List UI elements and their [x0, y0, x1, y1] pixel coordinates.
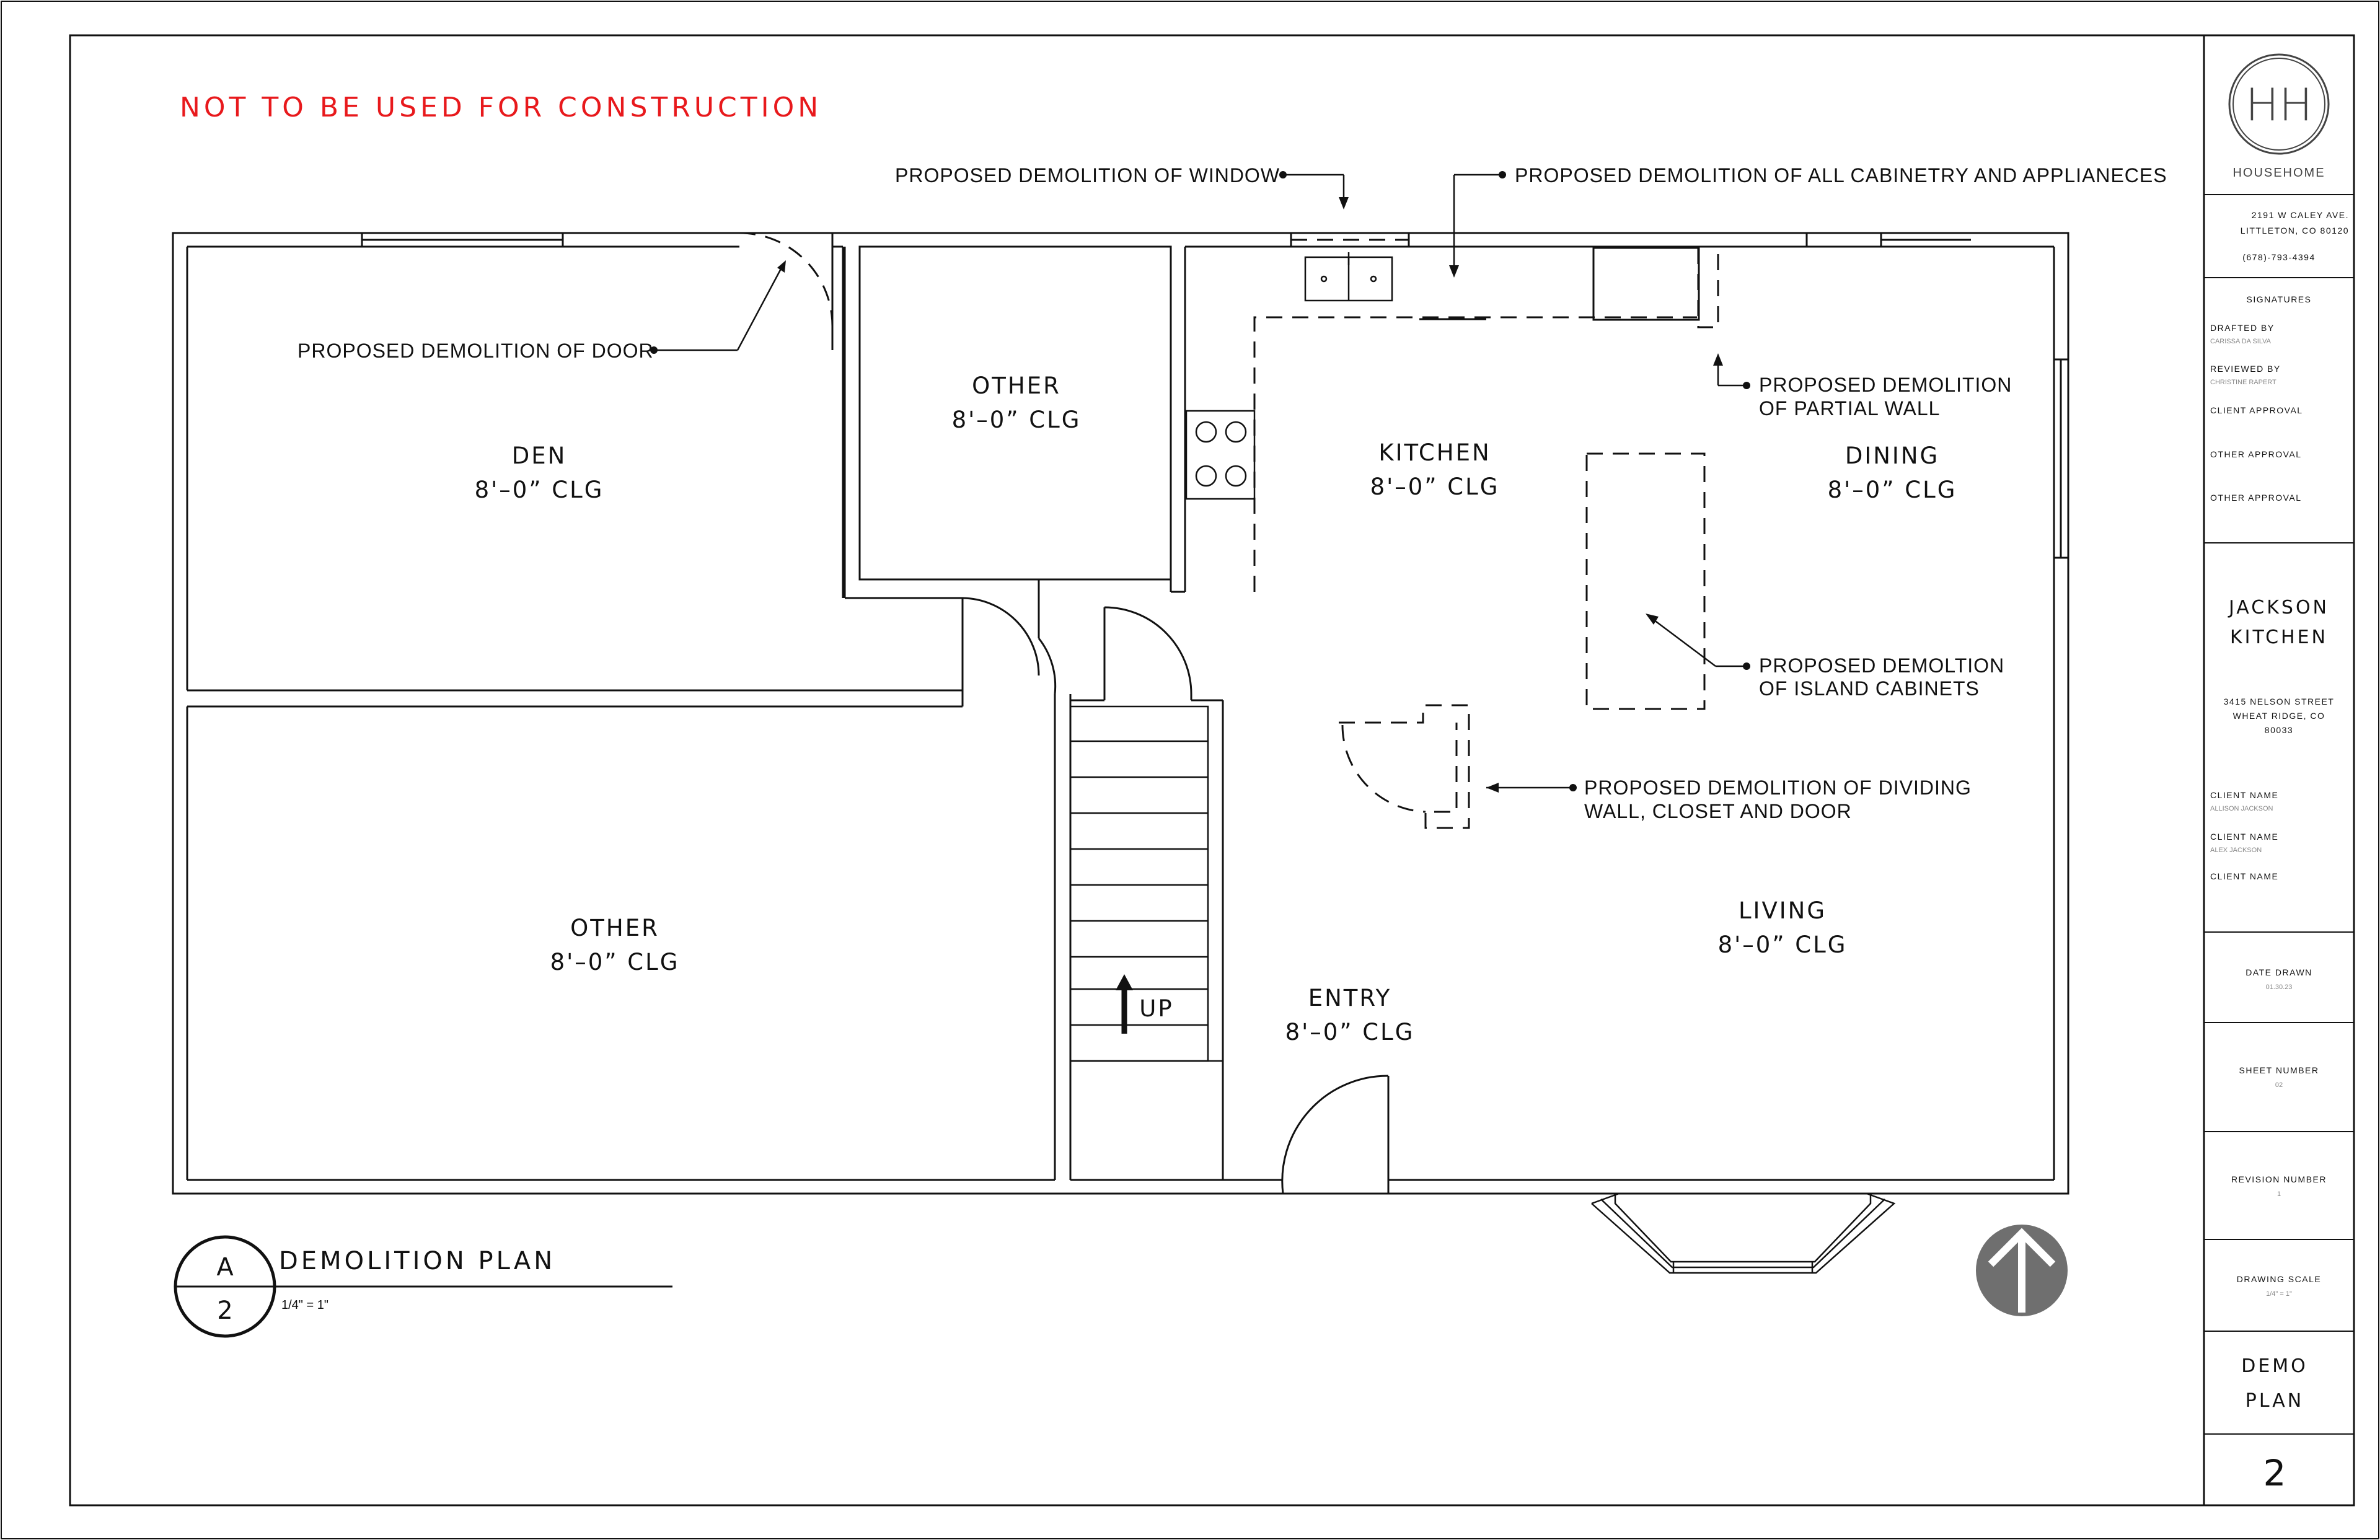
hall-door-arc — [1039, 638, 1056, 694]
plan-tag-letter: A — [216, 1253, 234, 1282]
sheet-number-value: 02 — [2275, 1081, 2283, 1089]
leader-lines — [654, 175, 1747, 788]
company-phone: (678)-793-4394 — [2242, 252, 2316, 262]
room-ceiling-living: 8'–0” CLG — [1717, 931, 1848, 958]
room-name-den: DEN — [511, 442, 567, 469]
room-name-entry: ENTRY — [1308, 985, 1392, 1011]
plan-scale: 1/4" = 1" — [281, 1298, 328, 1312]
sheet-title-2: PLAN — [2245, 1390, 2304, 1412]
company-name: HOUSEHOME — [2232, 166, 2325, 180]
page-number: 2 — [2263, 1452, 2286, 1494]
date-drawn-value: 01.30.23 — [2265, 983, 2293, 991]
plan-tag — [175, 1237, 672, 1336]
refrigerator — [1593, 248, 1699, 320]
entry-door-swing — [1282, 1076, 1388, 1194]
stair-up-label: UP — [1139, 995, 1174, 1022]
drawing-scale-value: 1/4" = 1" — [2266, 1290, 2292, 1298]
room-ceiling-entry: 8'–0” CLG — [1285, 1019, 1415, 1045]
drafted-by-label: DRAFTED BY — [2210, 323, 2275, 333]
reviewed-by-name: CHRISTINE RAPERT — [2210, 379, 2276, 386]
other-approval-2-label: OTHER APPROVAL — [2210, 493, 2302, 503]
kitchen-sink — [1305, 252, 1392, 301]
note-island-2: OF ISLAND CABINETS — [1759, 677, 1980, 700]
signatures-header: SIGNATURES — [2246, 294, 2312, 304]
revision-label: REVISION NUMBER — [2231, 1174, 2327, 1184]
note-door: PROPOSED DEMOLITION OF DOOR — [298, 340, 654, 362]
note-cabinetry: PROPOSED DEMOLITION OF ALL CABINETRY AND APPLIANECES — [1515, 164, 2167, 187]
drafted-by-name: CARISSA DA SILVA — [2210, 338, 2272, 345]
note-window: PROPOSED DEMOLITION OF WINDOW — [895, 164, 1280, 187]
logo-text: HH — [2245, 79, 2313, 131]
window-dining — [1807, 233, 1881, 247]
north-arrow-icon — [1976, 1225, 2068, 1316]
title-block — [2204, 55, 2354, 1494]
revision-value: 1 — [2276, 1190, 2281, 1198]
client-name-3-label: CLIENT NAME — [2210, 871, 2279, 881]
client-name-1-value: ALLISON JACKSON — [2210, 805, 2273, 812]
company-address-2: LITTLETON, CO 80120 — [2240, 226, 2349, 235]
other-approval-1-label: OTHER APPROVAL — [2210, 449, 2302, 459]
date-drawn-label: DATE DRAWN — [2246, 967, 2312, 977]
client-name-2-label: CLIENT NAME — [2210, 832, 2279, 842]
client-name-1-label: CLIENT NAME — [2210, 790, 2279, 800]
plan-tag-number: 2 — [217, 1296, 233, 1325]
demolition-lines — [1254, 248, 1718, 828]
plan-title: DEMOLITION PLAN — [279, 1247, 556, 1275]
note-partial-wall-2: OF PARTIAL WALL — [1759, 397, 1941, 420]
room-ceiling-kitchen: 8'–0” CLG — [1370, 473, 1500, 500]
note-dividing-wall-2: WALL, CLOSET AND DOOR — [1584, 800, 1852, 822]
room-name-other: OTHER — [570, 915, 659, 941]
room-name-closet: OTHER — [972, 372, 1061, 399]
construction-warning: NOT TO BE USED FOR CONSTRUCTION — [180, 92, 822, 123]
room-ceiling-dining: 8'–0” CLG — [1827, 477, 1957, 503]
note-partial-wall-1: PROPOSED DEMOLITION — [1759, 374, 2012, 396]
sheet-title-1: DEMO — [2241, 1355, 2308, 1377]
room-ceiling-closet: 8'–0” CLG — [951, 407, 1082, 433]
room-ceiling-other: 8'–0” CLG — [550, 949, 680, 975]
project-name-1: JACKSON — [2228, 597, 2330, 618]
client-approval-label: CLIENT APPROVAL — [2210, 405, 2303, 415]
project-name-2: KITCHEN — [2230, 627, 2328, 648]
project-address-3: 80033 — [2264, 725, 2294, 735]
reviewed-by-label: REVIEWED BY — [2210, 364, 2281, 374]
den-door-swing — [739, 233, 832, 326]
drawing-scale-label: DRAWING SCALE — [2236, 1274, 2322, 1284]
note-dividing-wall-1: PROPOSED DEMOLITION OF DIVIDING — [1584, 777, 1972, 799]
room-name-dining: DINING — [1844, 442, 1940, 469]
bay-window — [1592, 1194, 1894, 1273]
client-name-2-value: ALEX JACKSON — [2210, 847, 2262, 854]
stair-door-swing — [1104, 607, 1191, 694]
closet-door-swing — [963, 598, 1039, 675]
sheet-number-label: SHEET NUMBER — [2239, 1065, 2319, 1075]
room-name-kitchen: KITCHEN — [1378, 439, 1491, 466]
project-address-2: WHEAT RIDGE, CO — [2232, 711, 2325, 721]
project-address-1: 3415 NELSON STREET — [2223, 697, 2335, 706]
company-address-1: 2191 W CALEY AVE. — [2251, 210, 2349, 220]
kitchen-range — [1186, 411, 1254, 499]
note-island-1: PROPOSED DEMOLTION — [1759, 654, 2005, 677]
room-name-living: LIVING — [1738, 897, 1827, 924]
room-ceiling-den: 8'–0” CLG — [474, 477, 604, 503]
